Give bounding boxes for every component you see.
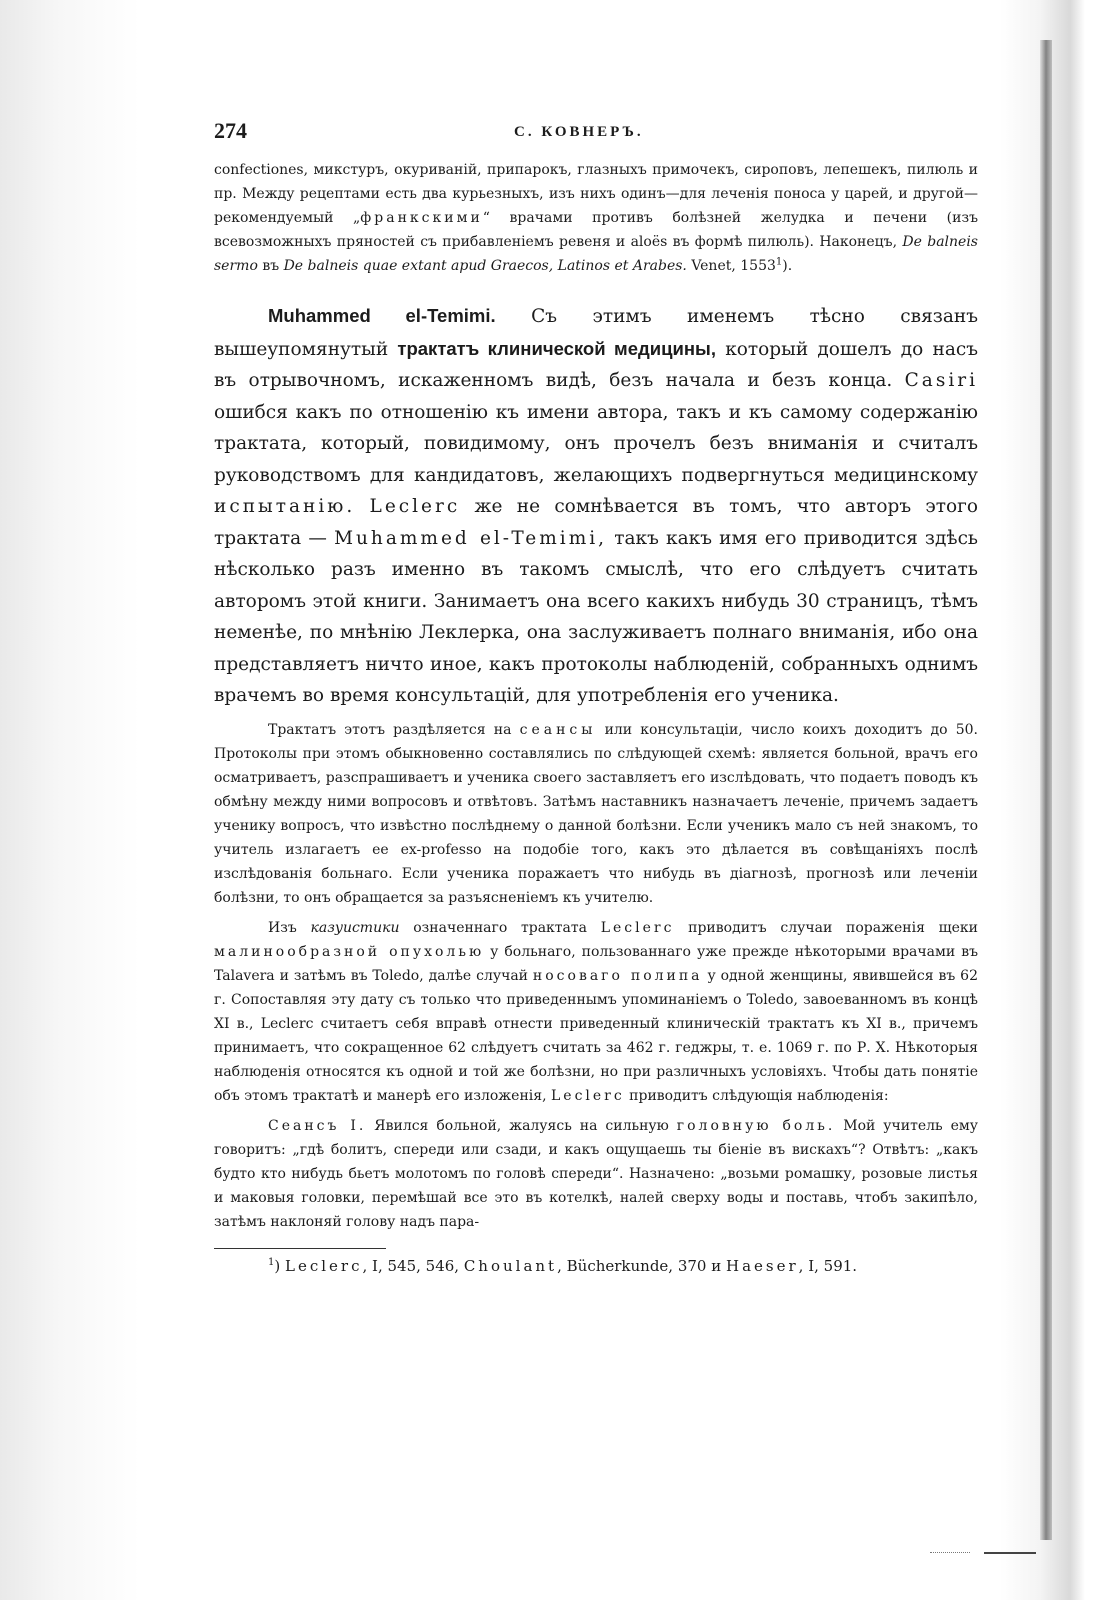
section-heading: Muhammed el-Temimi. — [268, 305, 496, 326]
paragraph-5: Сеансъ I. Явился больной, жалуясь на сильную головную боль. Мой учитель ему говоритъ: „гдѣ болитъ, спереди или сзади, и какъ ощущаешь ты біеніе въ вискахъ“? Отвѣтъ: „какъ будто кто нибудь бьетъ молотомъ по головѣ спереди“. Назначено: „возьми ромашку, розовые листья и маковыя головки, перемѣшай все это въ котелкѣ, налей сверху воды и поставь, чтобъ закипѣло, затѣмъ наклоняй голову надъ пара- — [214, 1117, 979, 1230]
page-header — [214, 118, 978, 158]
paragraph-4: Изъ казуистики означеннаго трактата Leclerc приводитъ случаи пораженія щеки малинообразной опухолью у больнаго, пользованнаго уже прежде нѣкоторыми врачами въ Talavera и затѣмъ въ Toledo, далѣе случай носоваго полипа у одной женщины, явившейся въ 62 г. Сопоставляя эту дату съ только что приведеннымъ упоминаніемъ о Toledo, завоеванномъ въ концѣ XI в., Leclerc считаетъ себя вправѣ отнести приведенный клиническій трактатъ къ XI в., причемъ принимаетъ, что сокращенное 62 слѣдуетъ считать за 462 г. геджры, т. е. 1069 г. по Р. Х. Нѣкоторыя наблюденія относятся къ одной и той же болѣзни, но при различныхъ условіяхъ. Чтобы дать понятіе объ этомъ трактатѣ и манерѣ его изложенія, Leclerc приводитъ слѣдующія наблюденія: — [214, 919, 979, 1104]
running-head: С. КОВНЕРЪ. — [514, 124, 644, 140]
footnote-rule — [214, 1248, 386, 1249]
footnote-ref: 1 — [775, 256, 783, 268]
scan-artifact-dots — [930, 1552, 970, 1554]
paragraph-1: confectiones, микстуръ, окуриваній, припарокъ, глазныхъ примочекъ, сироповъ, лепешекъ, пилюль и пр. Между рецептами есть два курьезныхъ, изъ нихъ одинъ—для леченія поноса у царей, и другой—рекомендуемый „франкскими“ врачами противъ болѣзней желудка и печени (изъ всевозможныхъ пряностей съ прибавленіемъ ревеня и aloës въ формѣ пилюль). Наконецъ, De balneis sermo въ De balneis quae extant apud Graecos, Latinos et Arabes. Venet, 1553$^1$). — [214, 162, 979, 274]
paragraph-3: Трактатъ этотъ раздѣляется на сеансы или консультаціи, число коихъ доходитъ до 50. Протоколы при этомъ обыкновенно составлялись по слѣдующей схемѣ: является больной, врачъ его осматриваетъ, разспрашиваетъ и ученика своего заставляетъ его изслѣдовать, что подаетъ поводъ къ обмѣну между ними вопросовъ и отвѣтовъ. Затѣмъ наставникъ назначаетъ леченіе, причемъ задаетъ ученику вопросъ, что извѣстно послѣднему о данной болѣзни. Если ученикъ мало съ ней знакомъ, то учитель излагаетъ ее ex-professo на подобіе того, какъ это дѣлается въ совѣщаніяхъ послѣ изслѣдованія больнаго. Если ученика поражаетъ что нибудь въ діагнозѣ, прогнозѣ или леченіи болѣзни, то онъ обращается за разъясненіемъ къ учителю. — [214, 721, 978, 906]
footnote: $^1$) Leclerc, I, 545, 546, Choulant, Bücherkunde, 370 и Haeser, I, 591. — [268, 1256, 858, 1275]
paragraph-2: Muhammed el-Temimi. Съ этимъ именемъ тѣсно связанъ вышеупомянутый трактатъ клинической медицины, который дошелъ до насъ въ отрывочномъ, искаженномъ видѣ, безъ начала и безъ конца. Casiri ошибся какъ по отношенію къ имени автора, такъ и къ самому содержанію трактата, который, повидимому, онъ прочелъ безъ вниманія и считалъ руководствомъ для кандидатовъ, желающихъ подвергнуться медицинскому испытанію. Leclerc же не сомнѣвается въ томъ, что авторъ этого трактата — Muhammed el-Temimi, такъ какъ имя его приводится здѣсь нѣсколько разъ именно въ такомъ смыслѣ, что его слѣдуетъ считать авторомъ этой книги. Занимаетъ она всего какихъ нибудь 30 страницъ, тѣмъ неменѣе, по мнѣнію Леклерка, она заслуживаетъ полнаго вниманія, ибо она представляетъ ничто иное, какъ протоколы наблюденій, собранныхъ однимъ врачемъ во время консультацій, для употребленія его ученика. — [214, 305, 978, 706]
page-content — [214, 118, 978, 1277]
page-number: 274 — [214, 118, 247, 143]
scan-artifact-line — [984, 1552, 1036, 1554]
page-fold-shadow — [1040, 40, 1052, 1540]
